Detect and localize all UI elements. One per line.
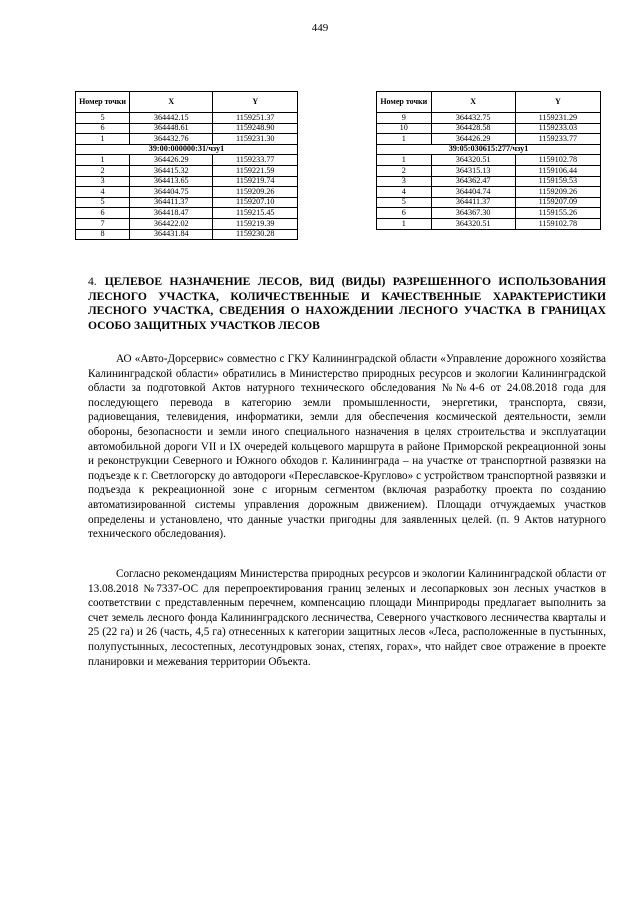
table-row bbox=[377, 155, 601, 166]
cell-point-number: 1 bbox=[76, 155, 130, 166]
cell-point-number: 6 bbox=[76, 208, 130, 219]
cell-point-number: 9 bbox=[377, 113, 432, 124]
cadastral-section-label: 39:05:030615:277/чзу1 bbox=[377, 144, 601, 155]
table-row bbox=[76, 187, 298, 198]
table-row bbox=[377, 123, 601, 134]
cell-x: 364431.84 bbox=[130, 229, 213, 240]
cell-x: 364320.51 bbox=[431, 155, 515, 166]
body-paragraph-1 bbox=[88, 352, 606, 542]
table-row bbox=[76, 229, 298, 240]
table-row bbox=[377, 197, 601, 208]
cell-y: 1159231.30 bbox=[213, 134, 298, 145]
cell-y: 1159215.45 bbox=[213, 208, 298, 219]
cell-x: 364413.65 bbox=[130, 176, 213, 187]
table-left-body bbox=[76, 113, 298, 240]
cell-point-number: 4 bbox=[76, 187, 130, 198]
cell-y: 1159233.77 bbox=[213, 155, 298, 166]
cell-y: 1159230.28 bbox=[213, 229, 298, 240]
table-row bbox=[377, 134, 601, 145]
table-row bbox=[377, 187, 601, 198]
table-row bbox=[377, 165, 601, 176]
cell-y: 1159106.44 bbox=[515, 165, 600, 176]
cell-y: 1159233.03 bbox=[515, 123, 600, 134]
table-row bbox=[76, 197, 298, 208]
cell-x: 364432.75 bbox=[431, 113, 515, 124]
paragraph-text: Согласно рекомендациям Министерства природных ресурсов и экологии Калининградской области от 13.08.2018 №7337-ОС для перепроектирования границ зеленых и лесопарковых зон лесных участков в соответствии с представленным перечнем, компенсацию площади Минприроды предлагает выполнить за счет земель лесного фонда Калининградского лесничества, Северного участкового лесничества кварталы и 25 (22 га) и 26 (часть, 4,5 га) отнесенных к категории защитных лесов «Леса, расположенные в пустынных, полупустынных, лесостепных, лесотундровых зонах, степях, горах», что найдет свое отражение в проекте планировки и межевания территории Объекта. bbox=[88, 568, 606, 668]
table-right-body bbox=[377, 113, 601, 230]
cadastral-section-label: 39:00:000000:31/чзу1 bbox=[76, 144, 298, 155]
table-row bbox=[377, 218, 601, 229]
cell-y: 1159221.59 bbox=[213, 165, 298, 176]
header-y: Y bbox=[515, 92, 600, 113]
header-x: X bbox=[431, 92, 515, 113]
header-y: Y bbox=[213, 92, 298, 113]
header-point-number: Номер точки bbox=[76, 92, 130, 113]
table-row bbox=[76, 218, 298, 229]
cell-x: 364428.58 bbox=[431, 123, 515, 134]
cell-y: 1159102.78 bbox=[515, 155, 600, 166]
header-x: X bbox=[130, 92, 213, 113]
cell-y: 1159159.53 bbox=[515, 176, 600, 187]
cell-point-number: 5 bbox=[76, 197, 130, 208]
cell-x: 364404.74 bbox=[431, 187, 515, 198]
cell-x: 364367.30 bbox=[431, 208, 515, 219]
section-title: ЦЕЛЕВОЕ НАЗНАЧЕНИЕ ЛЕСОВ, ВИД (ВИДЫ) РАЗРЕШЕННОГО ИСПОЛЬЗОВАНИЯ ЛЕСНОГО УЧАСТКА, КОЛИЧЕСТВЕННЫЕ И КАЧЕСТВЕННЫЕ ХАРАКТЕРИСТИКИ ЛЕСНОГО УЧАСТКА, СВЕДЕНИЯ О НАХОЖДЕНИИ ЛЕСНОГО УЧАСТКА В ГРАНИЦАХ ОСОБО ЗАЩИТНЫХ УЧАСТКОВ ЛЕСОВ bbox=[88, 275, 606, 332]
cell-y: 1159207.09 bbox=[515, 197, 600, 208]
cell-x: 364418.47 bbox=[130, 208, 213, 219]
cell-x: 364432.76 bbox=[130, 134, 213, 145]
cell-x: 364415.32 bbox=[130, 165, 213, 176]
table-row bbox=[76, 155, 298, 166]
table-row bbox=[76, 123, 298, 134]
cell-x: 364426.29 bbox=[130, 155, 213, 166]
cell-y: 1159209.26 bbox=[515, 187, 600, 198]
table-row bbox=[76, 134, 298, 145]
cell-point-number: 3 bbox=[76, 176, 130, 187]
cell-x: 364404.75 bbox=[130, 187, 213, 198]
cell-x: 364315.13 bbox=[431, 165, 515, 176]
cell-point-number: 1 bbox=[377, 155, 432, 166]
cell-point-number: 1 bbox=[377, 218, 432, 229]
cell-y: 1159155.26 bbox=[515, 208, 600, 219]
section-heading bbox=[88, 275, 606, 333]
cell-x: 364320.51 bbox=[431, 218, 515, 229]
section-row bbox=[377, 144, 601, 155]
cell-y: 1159219.39 bbox=[213, 218, 298, 229]
cell-point-number: 10 bbox=[377, 123, 432, 134]
cell-point-number: 3 bbox=[377, 176, 432, 187]
cell-y: 1159219.74 bbox=[213, 176, 298, 187]
cell-y: 1159209.26 bbox=[213, 187, 298, 198]
section-row bbox=[76, 144, 298, 155]
cell-x: 364411.37 bbox=[431, 197, 515, 208]
page-number: 449 bbox=[311, 22, 329, 34]
cell-point-number: 8 bbox=[76, 229, 130, 240]
cell-point-number: 5 bbox=[377, 197, 432, 208]
body-paragraph-2 bbox=[88, 567, 606, 669]
cell-point-number: 2 bbox=[377, 165, 432, 176]
cell-point-number: 6 bbox=[377, 208, 432, 219]
cell-point-number: 2 bbox=[76, 165, 130, 176]
cell-point-number: 1 bbox=[377, 134, 432, 145]
cell-point-number: 5 bbox=[76, 113, 130, 124]
header-point-number: Номер точки bbox=[377, 92, 432, 113]
table-row bbox=[377, 113, 601, 124]
cell-y: 1159207.10 bbox=[213, 197, 298, 208]
table-row bbox=[76, 165, 298, 176]
coordinates-table-right bbox=[376, 91, 601, 230]
table-row bbox=[76, 113, 298, 124]
table-row bbox=[377, 176, 601, 187]
table-row bbox=[76, 208, 298, 219]
cell-x: 364426.29 bbox=[431, 134, 515, 145]
cell-point-number: 1 bbox=[76, 134, 130, 145]
cell-point-number: 4 bbox=[377, 187, 432, 198]
cell-y: 1159233.77 bbox=[515, 134, 600, 145]
cell-x: 364442.15 bbox=[130, 113, 213, 124]
cell-x: 364411.37 bbox=[130, 197, 213, 208]
cell-x: 364448.61 bbox=[130, 123, 213, 134]
cell-y: 1159251.37 bbox=[213, 113, 298, 124]
cell-point-number: 7 bbox=[76, 218, 130, 229]
cell-y: 1159231.29 bbox=[515, 113, 600, 124]
cell-y: 1159102.78 bbox=[515, 218, 600, 229]
table-row bbox=[76, 176, 298, 187]
cell-x: 364362.47 bbox=[431, 176, 515, 187]
cell-point-number: 6 bbox=[76, 123, 130, 134]
cell-y: 1159248.90 bbox=[213, 123, 298, 134]
coordinates-table-left bbox=[75, 91, 298, 240]
paragraph-text: АО «Авто-Дорсервис» совместно с ГКУ Калининградской области «Управление дорожного хозяйства Калининградской области» обратились в Министерство природных ресурсов и экологии Калининградской области за подготовкой Актов натурного технического обследования №№4-6 от 24.08.2018 года для последующего перевода в категорию земли промышленности, энергетики, транспорта, связи, радиовещания, телевидения, информатики, земли для обеспечения космической деятельности, земли обороны, безопасности и земли иного специального назначения в целях строительства и эксплуатации автомобильной дороги VII и IX очередей кольцевого маршрута в районе Приморской рекреационной зоны и реконструкции Северного и Южного обходов г. Калининграда – на участке от транспортной развязки на подъезде к г. Светлогорску до автодороги «Переславское-Круглово» с устройством транспортной развязки и подъезда к рекреационной зоне с игорным сегментом (включая разработку проекта по созданию автоматизированной системы управления дорожным движением). Площади отчуждаемых участков определены и установлено, что данные участки пригодны для заявленных целей. (п. 9 Актов натурного технического обследования). bbox=[88, 353, 606, 541]
section-number: 4. bbox=[88, 275, 97, 288]
cell-x: 364422.02 bbox=[130, 218, 213, 229]
table-row bbox=[377, 208, 601, 219]
